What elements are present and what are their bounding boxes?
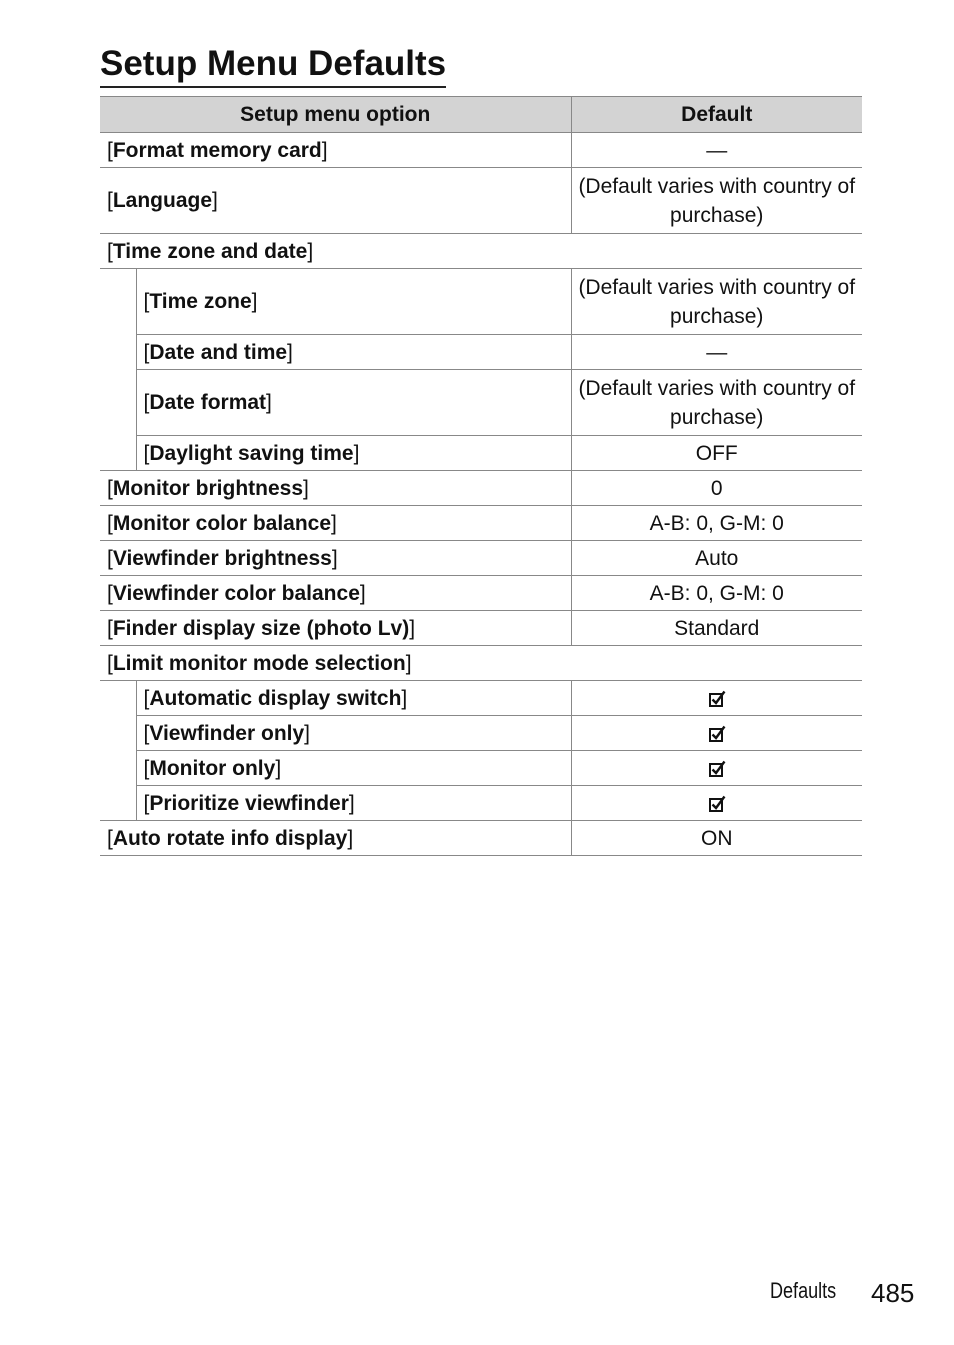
option-name-cell bbox=[100, 471, 571, 506]
option-name: Viewfinder only bbox=[149, 721, 305, 745]
option-name-cell bbox=[100, 506, 571, 541]
table-row bbox=[100, 821, 862, 856]
bracket-open: [ bbox=[107, 239, 113, 263]
sub-table-row bbox=[100, 436, 862, 471]
checkbox-checked-icon bbox=[707, 724, 727, 744]
bracket-open: [ bbox=[143, 791, 150, 815]
bracket-open: [ bbox=[107, 616, 113, 640]
indent-cell bbox=[100, 269, 136, 471]
bracket-close: ] bbox=[304, 721, 311, 745]
table-row bbox=[100, 541, 862, 576]
option-name-cell bbox=[100, 576, 571, 611]
default-value-cell: OFF bbox=[571, 436, 862, 471]
sub-table-row bbox=[100, 786, 862, 821]
sub-table-row bbox=[100, 681, 862, 716]
bracket-close: ] bbox=[321, 138, 328, 162]
option-name: Prioritize viewfinder bbox=[149, 791, 349, 815]
bracket-open: [ bbox=[143, 340, 150, 364]
bracket-open: [ bbox=[107, 476, 113, 500]
indent-cell bbox=[100, 681, 136, 821]
sub-table-row bbox=[100, 269, 862, 335]
option-name-cell bbox=[136, 716, 571, 751]
option-name: Monitor brightness bbox=[112, 476, 304, 500]
bracket-close: ] bbox=[331, 546, 338, 570]
sub-table-row bbox=[100, 335, 862, 370]
page-number: 485 bbox=[871, 1278, 915, 1308]
option-name: Monitor color balance bbox=[112, 511, 332, 535]
bracket-close: ] bbox=[359, 581, 366, 605]
group-name-cell bbox=[100, 234, 862, 269]
bracket-close: ] bbox=[303, 476, 309, 500]
bracket-close: ] bbox=[251, 290, 258, 313]
default-value-cell: (Default varies with country of purchase) bbox=[571, 269, 862, 335]
option-name: Automatic display switch bbox=[149, 686, 402, 710]
option-name-cell bbox=[100, 611, 571, 646]
default-value-cell bbox=[571, 786, 862, 821]
checkbox-checked-icon bbox=[707, 689, 727, 709]
option-name: Viewfinder brightness bbox=[112, 546, 332, 570]
bracket-open: [ bbox=[143, 756, 150, 780]
option-name-cell bbox=[136, 436, 571, 471]
default-value-cell: (Default varies with country of purchase) bbox=[571, 370, 862, 436]
table-row bbox=[100, 611, 862, 646]
option-name: Limit monitor mode selection bbox=[112, 651, 406, 675]
default-column-header: Default bbox=[571, 97, 862, 133]
option-name: Finder display size (photo Lv) bbox=[112, 616, 410, 640]
bracket-close: ] bbox=[401, 686, 408, 710]
group-header-row bbox=[100, 646, 862, 681]
default-value-cell bbox=[571, 681, 862, 716]
bracket-close: ] bbox=[212, 189, 218, 212]
bracket-open: [ bbox=[107, 189, 113, 212]
option-name: Format memory card bbox=[112, 138, 322, 162]
table-row bbox=[100, 471, 862, 506]
option-name: Viewfinder color balance bbox=[112, 581, 360, 605]
sub-table-row bbox=[100, 370, 862, 436]
bracket-open: [ bbox=[143, 686, 150, 710]
bracket-close: ] bbox=[409, 616, 416, 640]
bracket-close: ] bbox=[348, 791, 355, 815]
option-name-cell bbox=[136, 786, 571, 821]
option-name: Monitor only bbox=[149, 756, 276, 780]
table-header-row bbox=[100, 97, 862, 133]
table-row bbox=[100, 168, 862, 234]
table-body bbox=[100, 133, 862, 856]
table-row bbox=[100, 133, 862, 168]
option-name: Auto rotate info display bbox=[112, 826, 348, 850]
setup-defaults-table bbox=[100, 96, 862, 856]
option-name-cell bbox=[100, 168, 571, 234]
bracket-open: [ bbox=[107, 138, 113, 162]
option-name-cell bbox=[136, 681, 571, 716]
option-name-cell bbox=[100, 821, 571, 856]
table-row bbox=[100, 506, 862, 541]
default-value-cell: ON bbox=[571, 821, 862, 856]
option-name-cell bbox=[136, 269, 571, 335]
sub-table-row bbox=[100, 751, 862, 786]
bracket-open: [ bbox=[143, 441, 150, 465]
default-value-cell: — bbox=[571, 335, 862, 370]
default-value-cell bbox=[571, 716, 862, 751]
bracket-close: ] bbox=[287, 340, 293, 364]
bracket-open: [ bbox=[107, 581, 113, 605]
bracket-open: [ bbox=[107, 546, 113, 570]
option-name: Time zone bbox=[149, 290, 252, 313]
bracket-close: ] bbox=[307, 239, 314, 263]
bracket-open: [ bbox=[107, 826, 113, 850]
bracket-open: [ bbox=[143, 721, 150, 745]
option-name: Date and time bbox=[149, 340, 288, 364]
option-name-cell bbox=[136, 370, 571, 436]
default-value-cell: Standard bbox=[571, 611, 862, 646]
bracket-close: ] bbox=[405, 651, 412, 675]
default-value-cell: A-B: 0, G-M: 0 bbox=[571, 506, 862, 541]
checkbox-checked-icon bbox=[707, 794, 727, 814]
option-name-cell bbox=[100, 541, 571, 576]
option-name: Time zone and date bbox=[112, 239, 308, 263]
option-name: Date format bbox=[149, 391, 267, 414]
default-value-cell: Auto bbox=[571, 541, 862, 576]
option-column-header: Setup menu option bbox=[100, 97, 571, 133]
table-row bbox=[100, 576, 862, 611]
default-value-cell: — bbox=[571, 133, 862, 168]
group-header-row bbox=[100, 234, 862, 269]
option-name: Language bbox=[112, 189, 213, 212]
bracket-close: ] bbox=[275, 756, 282, 780]
bracket-close: ] bbox=[331, 511, 337, 535]
option-name-cell bbox=[136, 751, 571, 786]
option-name-cell bbox=[100, 133, 571, 168]
bracket-open: [ bbox=[143, 290, 150, 313]
sub-table-row bbox=[100, 716, 862, 751]
default-value-cell bbox=[571, 751, 862, 786]
page-title: Setup Menu Defaults bbox=[100, 42, 446, 88]
checkbox-checked-icon bbox=[707, 759, 727, 779]
default-value-cell: A-B: 0, G-M: 0 bbox=[571, 576, 862, 611]
footer-section-label: Defaults bbox=[770, 1278, 837, 1303]
bracket-close: ] bbox=[353, 441, 360, 465]
bracket-close: ] bbox=[266, 391, 272, 414]
bracket-close: ] bbox=[347, 826, 354, 850]
option-name-cell bbox=[136, 335, 571, 370]
default-value-cell: 0 bbox=[571, 471, 862, 506]
option-name: Daylight saving time bbox=[149, 441, 354, 465]
group-name-cell bbox=[100, 646, 862, 681]
default-value-cell: (Default varies with country of purchase) bbox=[571, 168, 862, 234]
bracket-open: [ bbox=[107, 651, 113, 675]
bracket-open: [ bbox=[143, 391, 150, 414]
bracket-open: [ bbox=[107, 511, 113, 535]
